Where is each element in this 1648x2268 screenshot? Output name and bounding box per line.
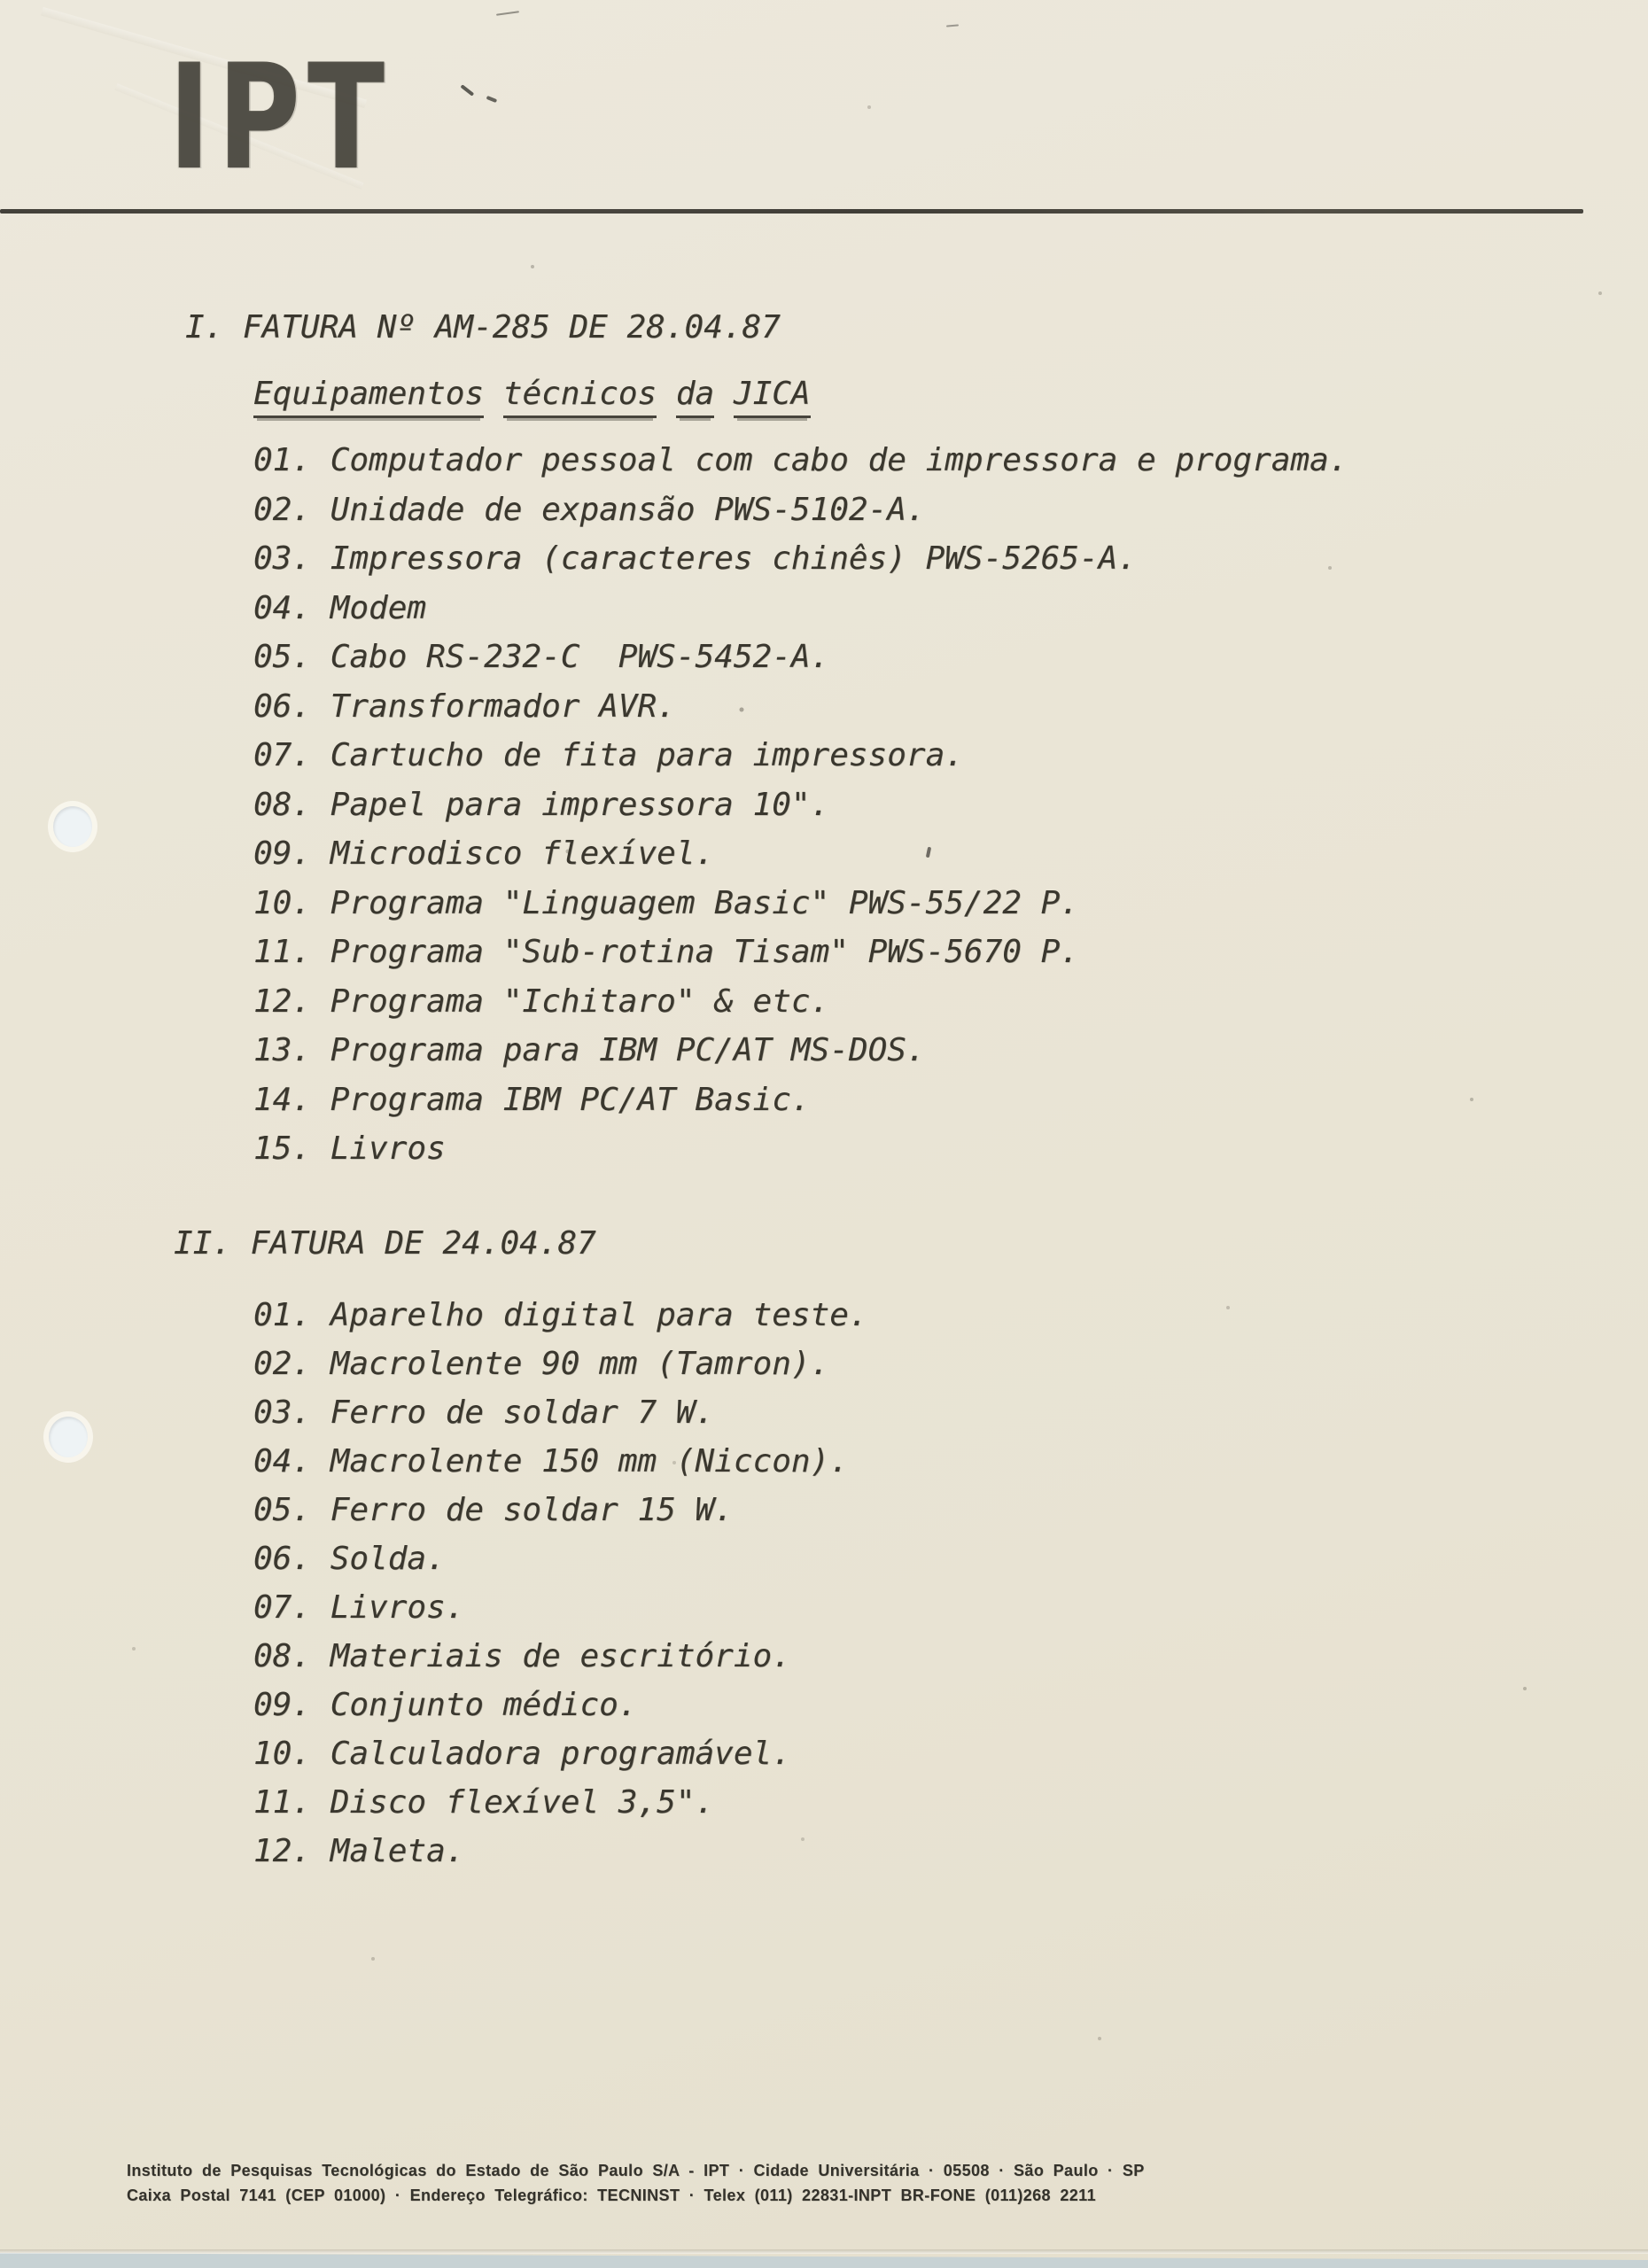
paper-bottom-edge (0, 2249, 1648, 2254)
underlined-word: técnicos (503, 378, 657, 418)
invoice-item: 07. Livros. (253, 1589, 465, 1626)
section-subtitle (253, 378, 811, 418)
invoice-item: 04. Modem (253, 589, 427, 626)
invoice-item: 04. Macrolente 150 mm (Niccon). (253, 1443, 849, 1480)
invoice-item: 10. Calculadora programável. (253, 1736, 791, 1772)
invoice-item: 09. Microdisco flexível. (253, 835, 715, 872)
invoice-item: 12. Programa "Ichitaro" & etc. (253, 983, 830, 1020)
section-heading: II. FATURA DE 24.04.87 (174, 1225, 596, 1262)
invoice-item: 15. Livros (253, 1130, 446, 1167)
invoice-item: 02. Macrolente 90 mm (Tamron). (253, 1346, 830, 1382)
invoice-item: 01. Aparelho digital para teste. (253, 1297, 868, 1333)
paper-speck (0, 0, 2, 2)
punch-hole (53, 806, 92, 847)
ipt-logo: IPT (168, 33, 393, 202)
invoice-item: 12. Maleta. (253, 1833, 465, 1869)
invoice-item: 08. Papel para impressora 10". (253, 786, 830, 823)
invoice-item: 03. Impressora (caracteres chinês) PWS-5265-A. (253, 540, 1137, 577)
punch-hole (49, 1417, 88, 1457)
invoice-item: 05. Cabo RS-232-C PWS-5452-A. (253, 639, 830, 675)
invoice-item: 02. Unidade de expansão PWS-5102-A. (253, 491, 926, 528)
underlined-word: JICA (734, 378, 811, 418)
invoice-item: 11. Programa "Sub-rotina Tisam" PWS-5670 P. (253, 934, 1079, 970)
invoice-item: 01. Computador pessoal com cabo de impressora e programa. (253, 442, 1349, 478)
invoice-item: 08. Materiais de escritório. (253, 1638, 791, 1674)
underlined-word: Equipamentos (253, 378, 484, 418)
invoice-item: 10. Programa "Linguagem Basic" PWS-55/22 P. (253, 884, 1079, 921)
invoice-item: 13. Programa para IBM PC/AT MS-DOS. (253, 1032, 926, 1068)
section-heading: I. FATURA Nº AM-285 DE 28.04.87 (185, 309, 781, 346)
invoice-item: 14. Programa IBM PC/AT Basic. (253, 1081, 811, 1118)
invoice-item: 06. Transformador AVR. (253, 687, 676, 725)
invoice-item: 06. Solda. (253, 1541, 446, 1577)
footer-address-line1: Instituto de Pesquisas Tecnológicas do Estado de São Paulo S/A - IPT · Cidade Universitária · 05508 · São Paulo · SP (127, 2162, 1145, 2179)
underlined-word: da (676, 378, 714, 418)
invoice-item: 05. Ferro de soldar 15 W. (253, 1492, 734, 1528)
header-rule (0, 209, 1583, 214)
footer-address-line2: Caixa Postal 7141 (CEP 01000) · Endereço Telegráfico: TECNINST · Telex (011) 22831-INPT BR-FONE (011)268 2211 (127, 2186, 1097, 2204)
invoice-item: 03. Ferro de soldar 7 W. (253, 1394, 715, 1431)
invoice-item: 07. Cartucho de fita para impressora. (253, 737, 964, 773)
invoice-item: 09. Conjunto médico. (253, 1687, 638, 1723)
invoice-item: 11. Disco flexível 3,5". (253, 1784, 715, 1821)
